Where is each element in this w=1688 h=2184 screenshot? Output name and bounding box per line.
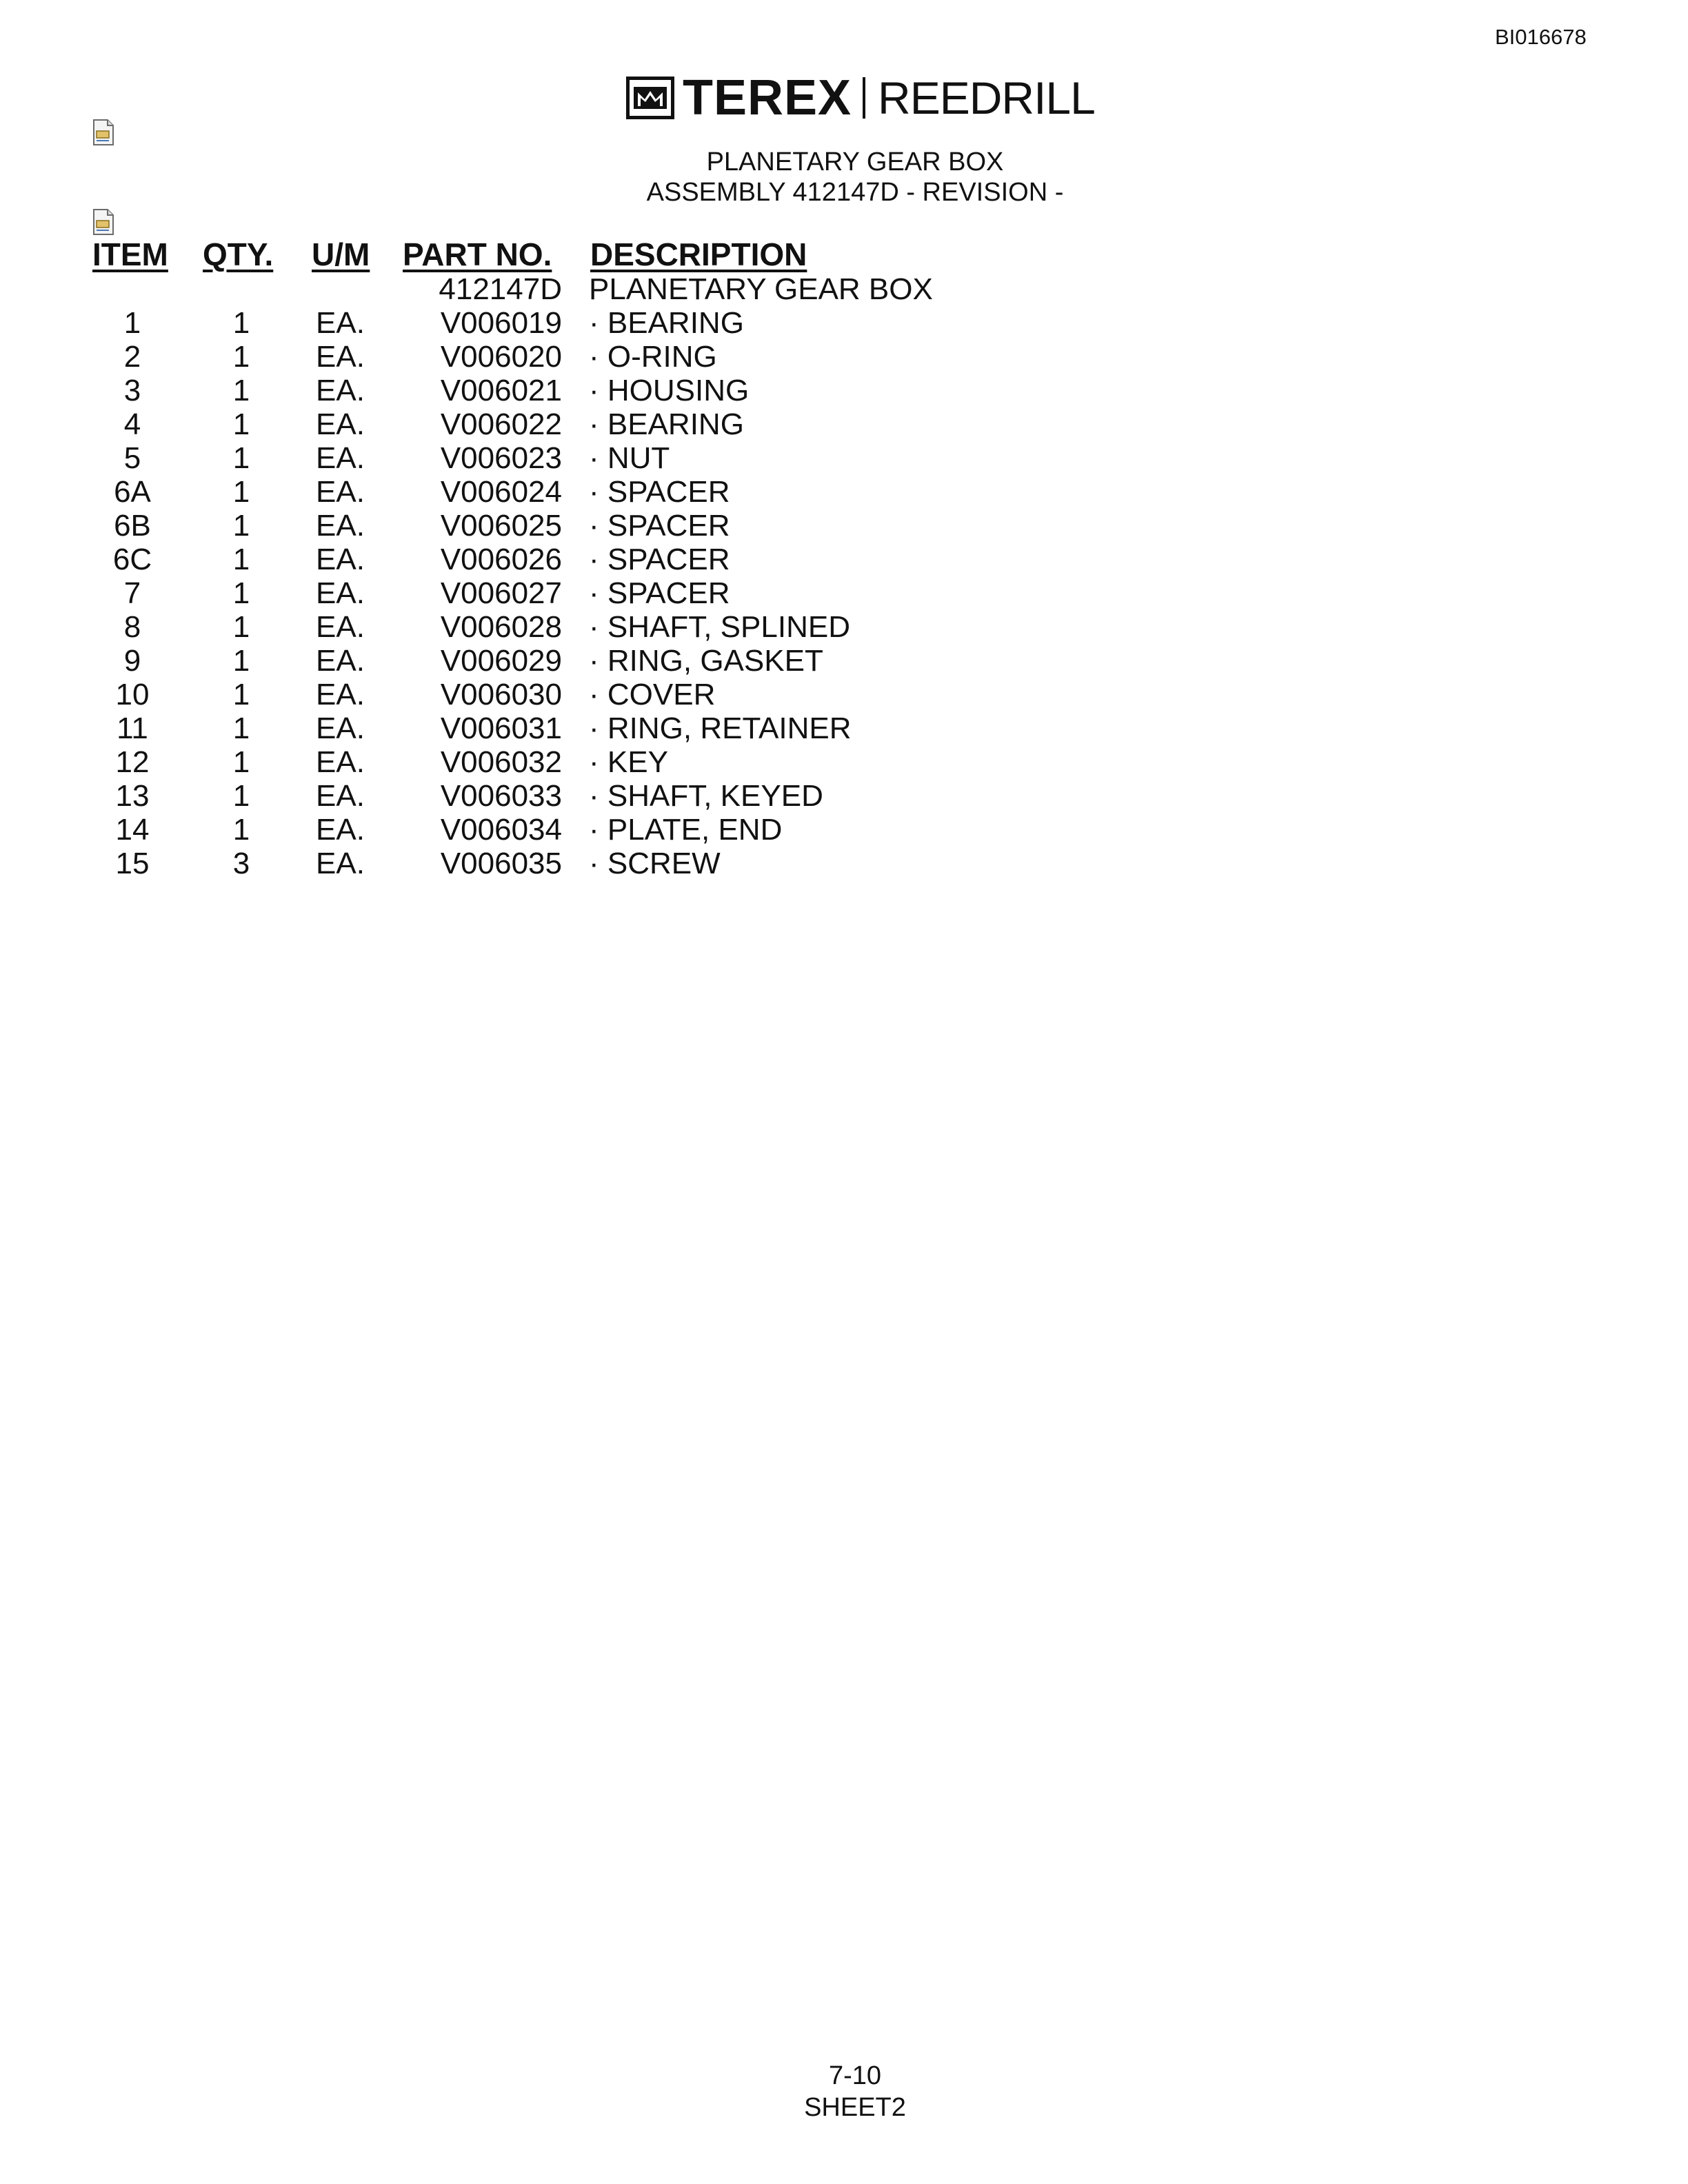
table-row <box>0 847 1034 880</box>
assembly-row <box>0 273 1034 306</box>
row-qty: 1 <box>232 543 250 576</box>
row-qty: 1 <box>232 610 250 644</box>
row-qty: 1 <box>232 576 250 610</box>
row-qty: 1 <box>232 475 250 509</box>
row-part-no: V006028 <box>440 610 562 644</box>
row-item: 9 <box>123 644 141 678</box>
header-description: DESCRIPTION <box>590 236 807 272</box>
row-part-no: V006023 <box>440 441 562 475</box>
header-part-no: PART NO. <box>403 236 552 272</box>
table-row <box>0 543 1034 576</box>
row-part-no: V006030 <box>440 678 562 711</box>
assembly-description: PLANETARY GEAR BOX <box>589 272 933 306</box>
row-um: EA. <box>316 340 365 374</box>
logo-divider <box>863 77 865 119</box>
table-row <box>0 746 1034 779</box>
row-qty: 1 <box>232 306 250 340</box>
row-description: · COVER <box>589 678 716 711</box>
row-description: · SPACER <box>589 576 730 610</box>
row-description: · RING, GASKET <box>589 644 823 678</box>
row-part-no: V006025 <box>440 509 562 543</box>
table-row <box>0 408 1034 441</box>
row-um: EA. <box>316 543 365 576</box>
row-item: 10 <box>115 678 150 711</box>
table-row <box>0 442 1034 475</box>
table-row <box>0 307 1034 340</box>
row-item: 4 <box>123 407 141 441</box>
table-row <box>0 509 1034 543</box>
row-description: · SCREW <box>589 847 721 880</box>
row-um: EA. <box>316 779 365 813</box>
row-description: · SHAFT, KEYED <box>589 779 823 813</box>
row-um: EA. <box>316 374 365 407</box>
row-description: · SHAFT, SPLINED <box>589 610 850 644</box>
row-item: 6A <box>114 475 151 509</box>
row-description: · KEY <box>589 745 668 779</box>
row-qty: 1 <box>232 407 250 441</box>
row-um: EA. <box>316 509 365 543</box>
row-um: EA. <box>316 441 365 475</box>
row-part-no: V006027 <box>440 576 562 610</box>
row-item: 6B <box>114 509 151 543</box>
table-row <box>0 645 1034 678</box>
row-description: · SPACER <box>589 475 730 509</box>
row-part-no: V006031 <box>440 711 562 745</box>
row-part-no: V006029 <box>440 644 562 678</box>
attachment-doc-icon[interactable] <box>91 208 116 236</box>
row-um: EA. <box>316 813 365 847</box>
row-qty: 1 <box>232 441 250 475</box>
row-qty: 1 <box>232 779 250 813</box>
header-um: U/M <box>312 236 370 272</box>
row-um: EA. <box>316 475 365 509</box>
row-part-no: V006024 <box>440 475 562 509</box>
row-item: 3 <box>123 374 141 407</box>
row-qty: 1 <box>232 374 250 407</box>
table-row <box>0 577 1034 610</box>
row-part-no: V006034 <box>440 813 562 847</box>
row-um: EA. <box>316 847 365 880</box>
row-um: EA. <box>316 576 365 610</box>
header-item: ITEM <box>92 236 168 272</box>
row-qty: 1 <box>232 813 250 847</box>
row-item: 12 <box>115 745 150 779</box>
assembly-revision: ASSEMBLY 412147D - REVISION - <box>646 178 1064 207</box>
row-description: · BEARING <box>589 407 744 441</box>
row-item: 13 <box>115 779 150 813</box>
row-qty: 1 <box>232 644 250 678</box>
table-row <box>0 780 1034 813</box>
row-item: 7 <box>123 576 141 610</box>
row-description: · SPACER <box>589 543 730 576</box>
table-row <box>0 374 1034 407</box>
row-description: · SPACER <box>589 509 730 543</box>
row-um: EA. <box>316 644 365 678</box>
row-part-no: V006032 <box>440 745 562 779</box>
row-description: · RING, RETAINER <box>589 711 852 745</box>
row-qty: 1 <box>232 678 250 711</box>
table-row <box>0 813 1034 847</box>
row-qty: 1 <box>232 745 250 779</box>
row-item: 8 <box>123 610 141 644</box>
table-row <box>0 341 1034 374</box>
page-number: 7-10 <box>828 2061 882 2090</box>
row-item: 2 <box>123 340 141 374</box>
document-id: BI016678 <box>1495 25 1587 49</box>
row-description: · PLATE, END <box>589 813 783 847</box>
row-um: EA. <box>316 745 365 779</box>
row-part-no: V006019 <box>440 306 562 340</box>
terex-reedrill-logo <box>626 70 1095 125</box>
row-qty: 1 <box>232 711 250 745</box>
row-part-no: V006026 <box>440 543 562 576</box>
row-um: EA. <box>316 610 365 644</box>
table-row <box>0 611 1034 644</box>
row-item: 5 <box>123 441 141 475</box>
row-item: 1 <box>123 306 141 340</box>
row-item: 11 <box>117 711 148 745</box>
row-part-no: V006020 <box>440 340 562 374</box>
row-qty: 1 <box>232 340 250 374</box>
row-part-no: V006033 <box>440 779 562 813</box>
assembly-part-no: 412147D <box>439 272 562 306</box>
table-row <box>0 476 1034 509</box>
row-item: 15 <box>115 847 150 880</box>
row-description: · NUT <box>589 441 670 475</box>
row-part-no: V006022 <box>440 407 562 441</box>
sheet-label: SHEET2 <box>804 2093 906 2122</box>
row-item: 6C <box>112 543 152 576</box>
row-part-no: V006035 <box>440 847 562 880</box>
row-description: · BEARING <box>589 306 744 340</box>
row-um: EA. <box>316 306 365 340</box>
brand-secondary: REEDRILL <box>878 72 1095 123</box>
row-part-no: V006021 <box>440 374 562 407</box>
row-um: EA. <box>316 711 365 745</box>
header-qty: QTY. <box>203 236 274 272</box>
terex-crown-icon <box>626 77 674 119</box>
row-qty: 3 <box>232 847 250 880</box>
brand-primary: TEREX <box>683 70 852 125</box>
row-description: · HOUSING <box>589 374 750 407</box>
row-item: 14 <box>115 813 150 847</box>
document-title: PLANETARY GEAR BOX <box>706 148 1004 176</box>
row-qty: 1 <box>232 509 250 543</box>
attachment-doc-icon[interactable] <box>91 119 116 146</box>
table-row <box>0 678 1034 711</box>
row-um: EA. <box>316 678 365 711</box>
row-um: EA. <box>316 407 365 441</box>
table-row <box>0 712 1034 745</box>
row-description: · O-RING <box>589 340 717 374</box>
